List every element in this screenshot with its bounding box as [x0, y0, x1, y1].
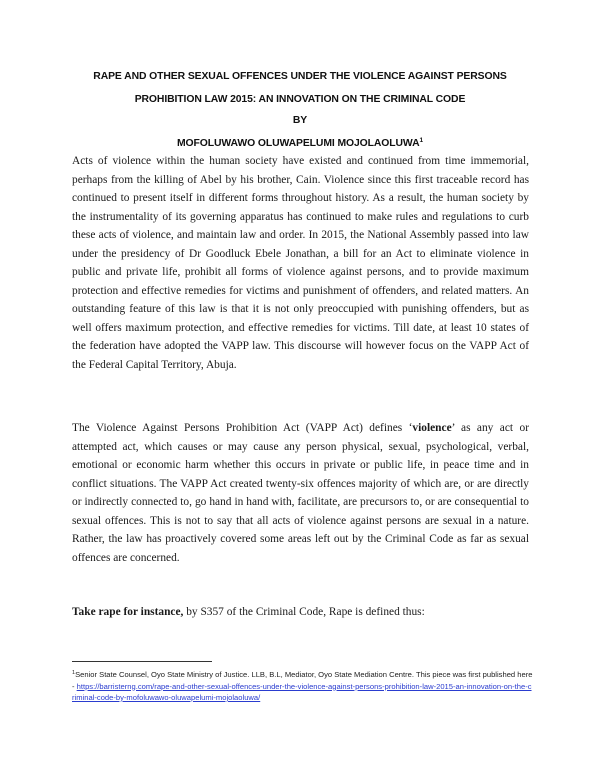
footnote-link[interactable]: https://barristerng.com/rape-and-other-sexual-offences-under-the-violence-against-persons-prohibition-law-2015-an-innovation-on-the-criminal-code-by-mofoluwawo-oluwapelumi-mojolaoluwa/ [72, 681, 532, 702]
byline-by: BY [292, 115, 308, 126]
footnote-text: Senior State Counsel, Oyo State Ministry of Justice. LLB, B.L, Mediator, Oyo State Mediation Centre. This piece was first published here - [72, 670, 533, 691]
paragraph-1: Acts of violence within the human society have existed and continued from time immemorial, perhaps from the killing of Abel by his brother, Cain. Violence since this first traceable record has continued to present itself in different forms throughout history. As a result, the human society by the instrumentality of its governing apparatus has continued to make rules and regulations to curb these acts of violence, and maintain law and order. In 2015, the National Assembly passed into law under the presidency of Dr Goodluck Ebele Jonathan, a bill for an Act to eliminate violence in public and private life, prohibit all forms of violence against persons, and to provide maximum protection and effective remedies for victims and punishment of offenders, and related matters. An outstanding feature of this law is that it is not only preoccupied with punishing offenders, but as well offers maximum protection, and effective remedies for victims. Till date, at least 10 states of the federation have adopted the VAPP law. This discourse will however focus on the VAPP Act of the Federal Capital Territory, Abuja. [72, 155, 529, 371]
paragraph-3-rest: by S357 of the Criminal Code, Rape is defined thus: [183, 606, 425, 618]
violence-term: violence [412, 422, 452, 434]
footnote-divider [72, 661, 212, 662]
title-line-1: RAPE AND OTHER SEXUAL OFFENCES UNDER THE VIOLENCE AGAINST PERSONS [93, 71, 507, 82]
paragraph-2-start: The Violence Against Persons Prohibition Act (VAPP Act) defines ‘ [72, 422, 413, 434]
paragraph-3-lead: Take rape for instance, [72, 606, 184, 618]
author-name [66, 137, 534, 149]
author-footnote-mark[interactable]: 1 [419, 137, 423, 144]
author-name-text: MOFOLUWAWO OLUWAPELUMI MOJOLAOLUWA [176, 138, 420, 149]
paragraph-2-rest: ’ as any act or attempted act, which causes or may cause any person physical, sexual, psychological, verbal, emotional or economic harm whether this occurs in private or public life, in peace time and in conflict situations. The VAPP Act created twenty-six offences majority of which are, or are directly or indirectly connected to, go hand in hand with, facilitate, are precursors to, or are consequential to sexual offences. This is not to say that all acts of violence against persons are sexual in a nature. Rather, the law has proactively covered some areas left out by the Criminal Code as far as sexual offences are concerned. [72, 422, 529, 564]
footnote [72, 668, 534, 704]
title-line-2: PROHIBITION LAW 2015: AN INNOVATION ON THE CRIMINAL CODE [134, 94, 466, 105]
paragraph-2 [72, 419, 529, 567]
paragraph-3 [72, 603, 529, 622]
footnote-mark: 1 [72, 670, 76, 676]
